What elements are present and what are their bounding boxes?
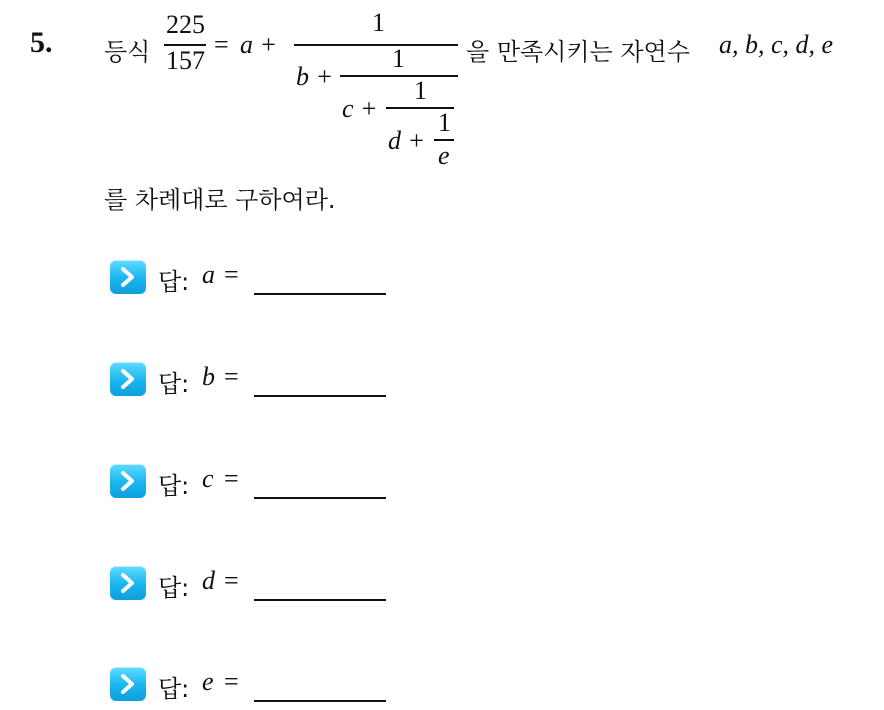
cf-numerator-4: 1 — [438, 108, 451, 137]
cf-c-plus: c + — [342, 94, 378, 123]
cf-b-plus: b + — [296, 62, 334, 91]
chevron-right-icon — [110, 260, 146, 294]
answer-row-e — [110, 665, 410, 705]
answer-variable: c — [202, 464, 214, 493]
cf-numerator-1: 1 — [372, 8, 385, 37]
answer-variable: d — [202, 566, 215, 595]
fraction-numerator: 225 — [166, 10, 205, 39]
answer-blank-d[interactable] — [254, 599, 386, 601]
cf-bar-2 — [340, 75, 458, 77]
answer-blank-e[interactable] — [254, 700, 386, 702]
answer-blank-b[interactable] — [254, 395, 386, 397]
cf-e: e — [438, 141, 450, 170]
answer-equals: = — [224, 260, 239, 289]
equals-sign: = — [214, 30, 229, 59]
answer-equals: = — [224, 667, 239, 696]
answer-label: 답: — [158, 370, 190, 398]
answer-variable: e — [202, 667, 214, 696]
cf-bar-1 — [294, 44, 458, 46]
answer-label: 답: — [158, 268, 190, 296]
answer-blank-c[interactable] — [254, 497, 386, 499]
answer-row-b — [110, 360, 410, 400]
answer-row-d — [110, 564, 410, 604]
variables-list: a, b, c, d, e — [719, 30, 834, 59]
problem-intro-text: 등식 — [104, 38, 151, 66]
answer-label: 답: — [158, 472, 190, 500]
cf-numerator-2: 1 — [392, 44, 405, 73]
problem-number: 5. — [30, 26, 53, 59]
answer-blank-a[interactable] — [254, 293, 386, 295]
answer-row-c — [110, 462, 410, 502]
a-plus: a + — [240, 30, 278, 59]
cf-d-plus: d + — [388, 126, 426, 155]
chevron-right-icon — [110, 464, 146, 498]
chevron-right-icon — [110, 362, 146, 396]
chevron-right-icon — [110, 667, 146, 701]
chevron-right-icon — [110, 566, 146, 600]
answer-variable: a — [202, 260, 215, 289]
answer-equals: = — [224, 566, 239, 595]
answer-label: 답: — [158, 574, 190, 602]
answer-label: 답: — [158, 675, 190, 703]
answer-row-a — [110, 258, 410, 298]
fraction-denominator: 157 — [166, 46, 205, 75]
problem-line-2: 를 차례대로 구하여라. — [104, 186, 336, 214]
answer-equals: = — [224, 464, 239, 493]
answer-equals: = — [224, 362, 239, 391]
problem-after-text: 을 만족시키는 자연수 — [466, 38, 690, 66]
cf-numerator-3: 1 — [414, 76, 427, 105]
answer-variable: b — [202, 362, 215, 391]
